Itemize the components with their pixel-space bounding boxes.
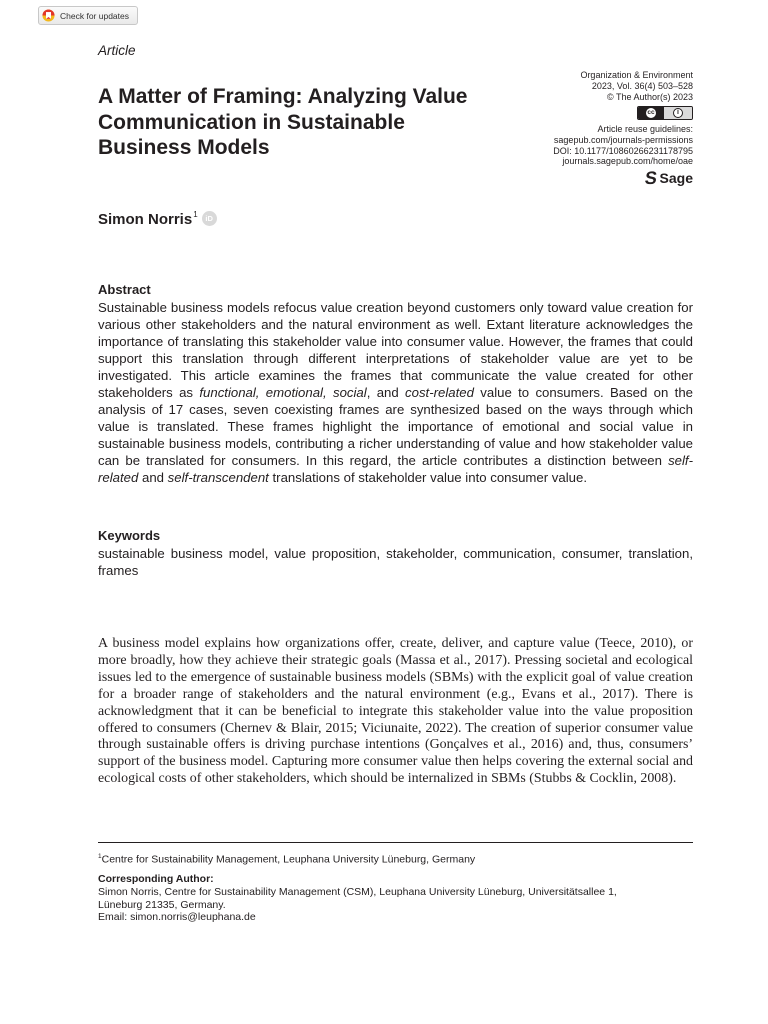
doi-link[interactable]: DOI: 10.1177/10860266231178795 [553,145,693,156]
author-line [98,211,217,228]
keywords-heading: Keywords [98,528,161,543]
corresponding-author-heading: Corresponding Author: [98,873,214,885]
keywords-list: sustainable business model, value proposition, stakeholder, communication, consumer, translation, frames [98,546,693,578]
affiliation-superscript: 1 [193,210,198,219]
intro-paragraph: A business model explains how organizations offer, create, deliver, and capture value (Teece, 2010), or more broadly, how they achieve their strategic goals (Massa et al., 2017). Pressing societal and ecological issues led to the emergence of sustainable business models (SBMs) with the explicit goal of value creation for a broader range of stakeholders and the natural environment (e.g., Evans et al., 2017). There is acknowledgment that it can be beneficial to integrate this stakeholder value into the value proposition offered to consumers (Chernev & Blair, 2015; Viciunaite, 2022). The creation of superior consumer value through sustainable offers is driving purchase intentions (Gonçalves et al., 2016) and, thus, consumers’ support of the business model. Capturing more consumer value then helps covering the external social and ecological costs of other stakeholders, which should be internalized in SBMs (Stubbs & Cocklin, 2008). [98,636,693,787]
volume-info: 2023, Vol. 36(4) 503–528 [591,80,693,91]
author-name[interactable]: Simon Norris [98,211,193,228]
footnote-divider [98,842,693,843]
corresponding-address-line1: Simon Norris, Centre for Sustainability Management (CSM), Leuphana University Lüneburg, Universitätsallee 1, [98,886,617,898]
crossmark-icon [42,9,55,22]
sage-s-icon: S [643,168,658,189]
article-title: A Matter of Framing: Analyzing Value Communication in Sustainable Business Models [98,85,468,159]
journal-homepage-link[interactable]: journals.sagepub.com/home/oae [562,156,693,167]
check-for-updates-button[interactable] [38,6,138,25]
orcid-icon[interactable]: iD [202,211,217,226]
copyright-notice: © The Author(s) 2023 [606,91,693,102]
cc-by-license-icon[interactable] [637,106,693,120]
permissions-link[interactable]: sagepub.com/journals-permissions [553,134,693,145]
corresponding-author-details [98,886,693,924]
abstract-heading: Abstract [98,282,151,297]
journal-name: Organization & Environment [580,70,693,80]
check-for-updates-label: Check for updates [60,10,129,21]
corresponding-address-line2: Lüneburg 21335, Germany. [98,898,226,911]
reuse-guidelines-label: Article reuse guidelines: [597,123,693,134]
publisher-name: Sage [659,169,693,186]
cc-icon: cc [647,108,655,116]
corresponding-email[interactable]: Email: simon.norris@leuphana.de [98,911,256,923]
article-type-label: Article [98,43,136,58]
abstract-text: Sustainable business models refocus value creation beyond customers only toward value creation for various other stakeholders and the natural environment as well. Extant literature acknowledges the importance of translating this stakeholder value into consumer value. However, the frames that could support this translation through different interpretations of stakeholder value are yet to be investigated. This article examines the frames that communicate the value created for other stakeholders as functional, emotional, social, and cost-related value to consumers. Based on the analysis of 17 cases, seven coexisting frames are synthesized based on the ways through which value is translated. These frames highlight the importance of emotional and social value in sustainable business models, contributing a richer understanding of value and how stakeholder value can be translated for consumers. In this regard, the article contributes a distinction between self-related and self-transcendent translations of stakeholder value into consumer value. [98,300,693,485]
by-attribution-icon: i [673,108,683,118]
footnote-marker: 1 [98,853,102,860]
journal-metadata [433,70,693,187]
sage-logo [643,168,693,189]
affiliation-footnote: $^1$Centre for Sustainability Management, Leuphana University Lüneburg, Germany [98,853,476,866]
